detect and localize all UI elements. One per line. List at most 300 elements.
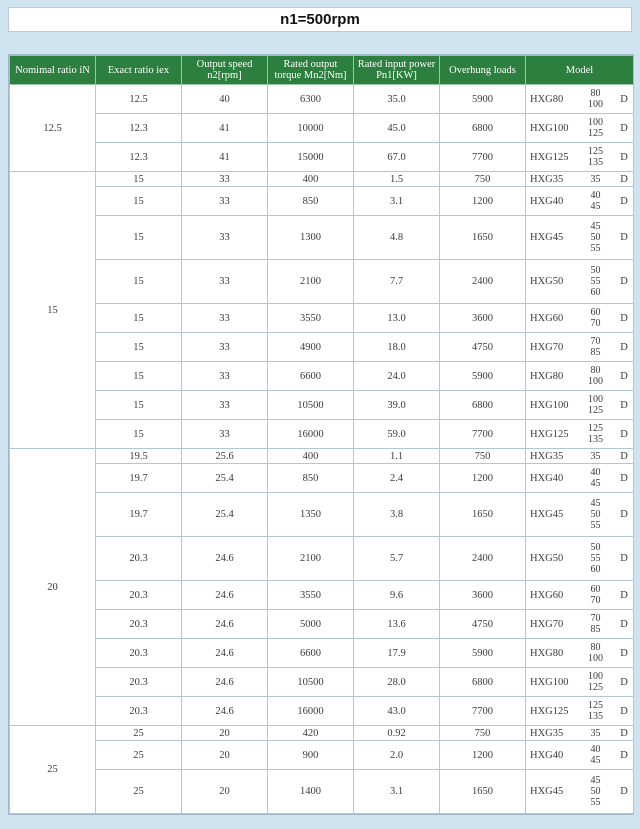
model-size: 40 (590, 744, 601, 755)
power-cell: 59.0 (354, 420, 440, 449)
overhung-load-cell: 3600 (440, 581, 526, 610)
model-name: HXG80 (530, 647, 564, 659)
model-size: 70 (590, 336, 601, 347)
model-suffix: D (620, 786, 628, 797)
model-size: 35 (590, 173, 601, 185)
power-cell: 3.8 (354, 493, 440, 537)
model-cell (526, 493, 634, 537)
model-suffix: D (620, 341, 628, 353)
model-cell (526, 304, 634, 333)
power-cell: 3.1 (354, 770, 440, 814)
output-speed-cell: 20 (182, 726, 268, 741)
output-speed-cell: 33 (182, 333, 268, 362)
exact-ratio-cell: 19.5 (96, 449, 182, 464)
model-name: HXG100 (530, 122, 569, 134)
torque-cell: 6300 (268, 85, 354, 114)
model-cell (526, 537, 634, 581)
model-size: 135 (588, 711, 603, 722)
model-name: HXG35 (530, 727, 564, 739)
model-sizes (576, 117, 615, 139)
model-cell (526, 741, 634, 770)
model-sizes (576, 307, 615, 329)
torque-cell: 400 (268, 449, 354, 464)
power-cell: 13.6 (354, 610, 440, 639)
model-name: HXG70 (530, 618, 564, 630)
model-cell (526, 581, 634, 610)
table-row (10, 639, 634, 668)
model-sizes (576, 728, 615, 739)
model-content (530, 423, 633, 445)
model-content (530, 190, 633, 212)
model-cell (526, 726, 634, 741)
model-content (530, 221, 633, 254)
model-size: 45 (590, 478, 601, 489)
model-size: 45 (590, 201, 601, 212)
model-size: 80 (590, 642, 601, 653)
output-speed-cell: 33 (182, 216, 268, 260)
overhung-load-cell: 4750 (440, 610, 526, 639)
model-name: HXG125 (530, 151, 569, 163)
table-row (10, 770, 634, 814)
output-speed-cell: 20 (182, 741, 268, 770)
torque-cell: 1350 (268, 493, 354, 537)
model-name: HXG125 (530, 428, 569, 440)
nominal-ratio-cell: 20 (10, 449, 96, 726)
model-content (530, 451, 633, 462)
model-name: HXG40 (530, 749, 564, 761)
table-row (10, 726, 634, 741)
model-sizes (576, 174, 615, 185)
table-row (10, 449, 634, 464)
model-size: 50 (590, 232, 601, 243)
model-cell (526, 697, 634, 726)
overhung-load-cell: 7700 (440, 420, 526, 449)
output-speed-cell: 33 (182, 391, 268, 420)
output-speed-cell: 24.6 (182, 537, 268, 581)
model-size: 100 (588, 671, 603, 682)
model-size: 125 (588, 405, 603, 416)
output-speed-cell: 41 (182, 143, 268, 172)
power-cell: 9.6 (354, 581, 440, 610)
torque-cell: 850 (268, 187, 354, 216)
power-cell: 5.7 (354, 537, 440, 581)
exact-ratio-cell: 15 (96, 391, 182, 420)
power-cell: 13.0 (354, 304, 440, 333)
table-row (10, 114, 634, 143)
model-suffix: D (620, 676, 628, 688)
power-cell: 0.92 (354, 726, 440, 741)
model-cell (526, 464, 634, 493)
table-row (10, 581, 634, 610)
model-content (530, 642, 633, 664)
model-name: HXG70 (530, 341, 564, 353)
model-size: 70 (590, 318, 601, 329)
overhung-load-cell: 1200 (440, 741, 526, 770)
model-size: 40 (590, 467, 601, 478)
model-sizes (576, 394, 615, 416)
model-size: 135 (588, 434, 603, 445)
header-output-speed: Output speed n2[rpm] (182, 56, 268, 85)
model-content (530, 700, 633, 722)
model-size: 125 (588, 700, 603, 711)
overhung-load-cell: 6800 (440, 668, 526, 697)
exact-ratio-cell: 12.3 (96, 114, 182, 143)
model-content (530, 671, 633, 693)
model-size: 60 (590, 287, 601, 298)
table-body (10, 85, 634, 814)
model-size: 35 (590, 727, 601, 739)
power-cell: 35.0 (354, 85, 440, 114)
output-speed-cell: 33 (182, 187, 268, 216)
model-size: 50 (590, 509, 601, 520)
torque-cell: 15000 (268, 143, 354, 172)
table-row (10, 333, 634, 362)
model-content (530, 336, 633, 358)
power-cell: 45.0 (354, 114, 440, 143)
output-speed-cell: 25.4 (182, 464, 268, 493)
table-row (10, 172, 634, 187)
torque-cell: 6600 (268, 362, 354, 391)
model-suffix: D (620, 727, 628, 739)
power-cell: 18.0 (354, 333, 440, 362)
output-speed-cell: 40 (182, 85, 268, 114)
model-suffix: D (620, 173, 628, 185)
model-size: 55 (590, 276, 601, 287)
torque-cell: 400 (268, 172, 354, 187)
nominal-ratio-cell: 25 (10, 726, 96, 814)
exact-ratio-cell: 15 (96, 333, 182, 362)
table-row (10, 668, 634, 697)
model-suffix: D (620, 749, 628, 761)
model-size: 80 (590, 88, 601, 99)
model-sizes (576, 365, 615, 387)
model-size: 85 (590, 347, 601, 358)
torque-cell: 5000 (268, 610, 354, 639)
output-speed-cell: 24.6 (182, 581, 268, 610)
model-content (530, 265, 633, 298)
model-cell (526, 172, 634, 187)
model-size: 55 (590, 243, 601, 254)
exact-ratio-cell: 15 (96, 420, 182, 449)
model-cell (526, 333, 634, 362)
model-name: HXG60 (530, 312, 564, 324)
model-name: HXG45 (530, 509, 564, 520)
exact-ratio-cell: 20.3 (96, 668, 182, 697)
output-speed-cell: 33 (182, 260, 268, 304)
model-cell (526, 668, 634, 697)
torque-cell: 1300 (268, 216, 354, 260)
model-suffix: D (620, 589, 628, 601)
model-cell (526, 449, 634, 464)
table-row (10, 362, 634, 391)
model-size: 50 (590, 542, 601, 553)
model-size: 135 (588, 157, 603, 168)
model-content (530, 307, 633, 329)
model-content (530, 365, 633, 387)
table-row (10, 610, 634, 639)
nominal-ratio-cell: 15 (10, 172, 96, 449)
table-row (10, 85, 634, 114)
power-cell: 67.0 (354, 143, 440, 172)
model-name: HXG80 (530, 370, 564, 382)
model-content (530, 88, 633, 110)
model-size: 45 (590, 498, 601, 509)
output-speed-cell: 24.6 (182, 610, 268, 639)
model-sizes (576, 146, 615, 168)
torque-cell: 1400 (268, 770, 354, 814)
model-sizes (576, 542, 615, 575)
model-cell (526, 362, 634, 391)
model-size: 80 (590, 365, 601, 376)
specs-table-container (8, 54, 634, 815)
torque-cell: 2100 (268, 537, 354, 581)
model-size: 55 (590, 553, 601, 564)
header-exact-ratio: Exact ratio iex (96, 56, 182, 85)
overhung-load-cell: 5900 (440, 639, 526, 668)
model-size: 100 (588, 653, 603, 664)
model-name: HXG100 (530, 399, 569, 411)
model-cell (526, 260, 634, 304)
overhung-load-cell: 7700 (440, 697, 526, 726)
overhung-load-cell: 750 (440, 449, 526, 464)
torque-cell: 16000 (268, 420, 354, 449)
exact-ratio-cell: 12.5 (96, 85, 182, 114)
model-sizes (576, 671, 615, 693)
output-speed-cell: 24.6 (182, 668, 268, 697)
header-nominal-ratio: Nomimal ratio iN (10, 56, 96, 85)
exact-ratio-cell: 20.3 (96, 581, 182, 610)
output-speed-cell: 20 (182, 770, 268, 814)
model-size: 45 (590, 755, 601, 766)
model-name: HXG35 (530, 173, 564, 185)
model-size: 60 (590, 564, 601, 575)
model-name: HXG45 (530, 786, 564, 797)
model-sizes (576, 451, 615, 462)
overhung-load-cell: 1650 (440, 216, 526, 260)
model-suffix: D (620, 509, 628, 520)
model-content (530, 584, 633, 606)
exact-ratio-cell: 15 (96, 362, 182, 391)
model-content (530, 498, 633, 531)
table-row (10, 697, 634, 726)
overhung-load-cell: 1650 (440, 770, 526, 814)
overhung-load-cell: 6800 (440, 114, 526, 143)
table-row (10, 187, 634, 216)
model-cell (526, 187, 634, 216)
table-row (10, 464, 634, 493)
exact-ratio-cell: 25 (96, 726, 182, 741)
model-size: 50 (590, 786, 601, 797)
model-suffix: D (620, 553, 628, 564)
model-cell (526, 770, 634, 814)
model-suffix: D (620, 450, 628, 462)
model-suffix: D (620, 151, 628, 163)
model-sizes (576, 190, 615, 212)
page-title: n1=500rpm (8, 7, 632, 32)
torque-cell: 10500 (268, 391, 354, 420)
output-speed-cell: 41 (182, 114, 268, 143)
model-suffix: D (620, 93, 628, 105)
model-content (530, 542, 633, 575)
model-size: 85 (590, 624, 601, 635)
output-speed-cell: 24.6 (182, 639, 268, 668)
overhung-load-cell: 750 (440, 726, 526, 741)
overhung-load-cell: 6800 (440, 391, 526, 420)
overhung-load-cell: 5900 (440, 85, 526, 114)
model-size: 100 (588, 376, 603, 387)
model-content (530, 394, 633, 416)
model-cell (526, 114, 634, 143)
model-suffix: D (620, 370, 628, 382)
model-name: HXG40 (530, 472, 564, 484)
overhung-load-cell: 750 (440, 172, 526, 187)
header-overhung-loads: Overhung loads (440, 56, 526, 85)
exact-ratio-cell: 15 (96, 260, 182, 304)
exact-ratio-cell: 19.7 (96, 493, 182, 537)
power-cell: 4.8 (354, 216, 440, 260)
power-cell: 1.5 (354, 172, 440, 187)
torque-cell: 900 (268, 741, 354, 770)
model-size: 100 (588, 394, 603, 405)
table-row (10, 391, 634, 420)
torque-cell: 16000 (268, 697, 354, 726)
power-cell: 2.0 (354, 741, 440, 770)
model-size: 55 (590, 520, 601, 531)
torque-cell: 2100 (268, 260, 354, 304)
table-header-row (10, 56, 634, 85)
model-name: HXG40 (530, 195, 564, 207)
model-size: 60 (590, 584, 601, 595)
exact-ratio-cell: 20.3 (96, 697, 182, 726)
exact-ratio-cell: 20.3 (96, 537, 182, 581)
header-model: Model (526, 56, 634, 85)
output-speed-cell: 25.6 (182, 449, 268, 464)
model-size: 35 (590, 450, 601, 462)
model-name: HXG35 (530, 450, 564, 462)
exact-ratio-cell: 15 (96, 304, 182, 333)
model-size: 55 (590, 797, 601, 808)
power-cell: 17.9 (354, 639, 440, 668)
model-cell (526, 143, 634, 172)
model-suffix: D (620, 195, 628, 207)
model-size: 40 (590, 190, 601, 201)
exact-ratio-cell: 20.3 (96, 610, 182, 639)
power-cell: 2.4 (354, 464, 440, 493)
model-sizes (576, 467, 615, 489)
power-cell: 7.7 (354, 260, 440, 304)
model-cell (526, 216, 634, 260)
table-row (10, 741, 634, 770)
model-sizes (576, 775, 615, 808)
model-suffix: D (620, 472, 628, 484)
model-suffix: D (620, 276, 628, 287)
overhung-load-cell: 1200 (440, 464, 526, 493)
output-speed-cell: 33 (182, 362, 268, 391)
specs-table (9, 55, 634, 814)
overhung-load-cell: 1200 (440, 187, 526, 216)
model-sizes (576, 613, 615, 635)
model-name: HXG50 (530, 276, 564, 287)
model-content (530, 146, 633, 168)
header-rated-torque: Rated output torque Mn2[Nm] (268, 56, 354, 85)
torque-cell: 10000 (268, 114, 354, 143)
output-speed-cell: 33 (182, 420, 268, 449)
overhung-load-cell: 1650 (440, 493, 526, 537)
model-cell (526, 85, 634, 114)
model-name: HXG100 (530, 676, 569, 688)
model-suffix: D (620, 705, 628, 717)
output-speed-cell: 24.6 (182, 697, 268, 726)
model-size: 125 (588, 423, 603, 434)
model-suffix: D (620, 647, 628, 659)
model-content (530, 744, 633, 766)
model-name: HXG125 (530, 705, 569, 717)
model-sizes (576, 423, 615, 445)
table-row (10, 216, 634, 260)
model-cell (526, 391, 634, 420)
model-sizes (576, 642, 615, 664)
torque-cell: 850 (268, 464, 354, 493)
model-content (530, 728, 633, 739)
model-name: HXG80 (530, 93, 564, 105)
model-size: 45 (590, 221, 601, 232)
table-row (10, 537, 634, 581)
model-sizes (576, 744, 615, 766)
model-sizes (576, 88, 615, 110)
model-content (530, 613, 633, 635)
model-suffix: D (620, 428, 628, 440)
overhung-load-cell: 3600 (440, 304, 526, 333)
table-row (10, 304, 634, 333)
power-cell: 39.0 (354, 391, 440, 420)
model-size: 50 (590, 265, 601, 276)
exact-ratio-cell: 25 (96, 770, 182, 814)
overhung-load-cell: 7700 (440, 143, 526, 172)
model-content (530, 174, 633, 185)
model-size: 70 (590, 595, 601, 606)
torque-cell: 10500 (268, 668, 354, 697)
model-size: 60 (590, 307, 601, 318)
model-size: 100 (588, 99, 603, 110)
overhung-load-cell: 5900 (440, 362, 526, 391)
overhung-load-cell: 4750 (440, 333, 526, 362)
model-sizes (576, 221, 615, 254)
model-size: 70 (590, 613, 601, 624)
model-size: 100 (588, 117, 603, 128)
model-sizes (576, 700, 615, 722)
exact-ratio-cell: 15 (96, 216, 182, 260)
model-suffix: D (620, 399, 628, 411)
torque-cell: 6600 (268, 639, 354, 668)
torque-cell: 3550 (268, 581, 354, 610)
torque-cell: 3550 (268, 304, 354, 333)
exact-ratio-cell: 20.3 (96, 639, 182, 668)
power-cell: 43.0 (354, 697, 440, 726)
model-content (530, 117, 633, 139)
table-row (10, 260, 634, 304)
model-name: HXG60 (530, 589, 564, 601)
torque-cell: 4900 (268, 333, 354, 362)
model-cell (526, 610, 634, 639)
model-suffix: D (620, 232, 628, 243)
nominal-ratio-cell: 12.5 (10, 85, 96, 172)
model-name: HXG50 (530, 553, 564, 564)
output-speed-cell: 25.4 (182, 493, 268, 537)
model-size: 125 (588, 146, 603, 157)
power-cell: 3.1 (354, 187, 440, 216)
output-speed-cell: 33 (182, 304, 268, 333)
model-suffix: D (620, 122, 628, 134)
